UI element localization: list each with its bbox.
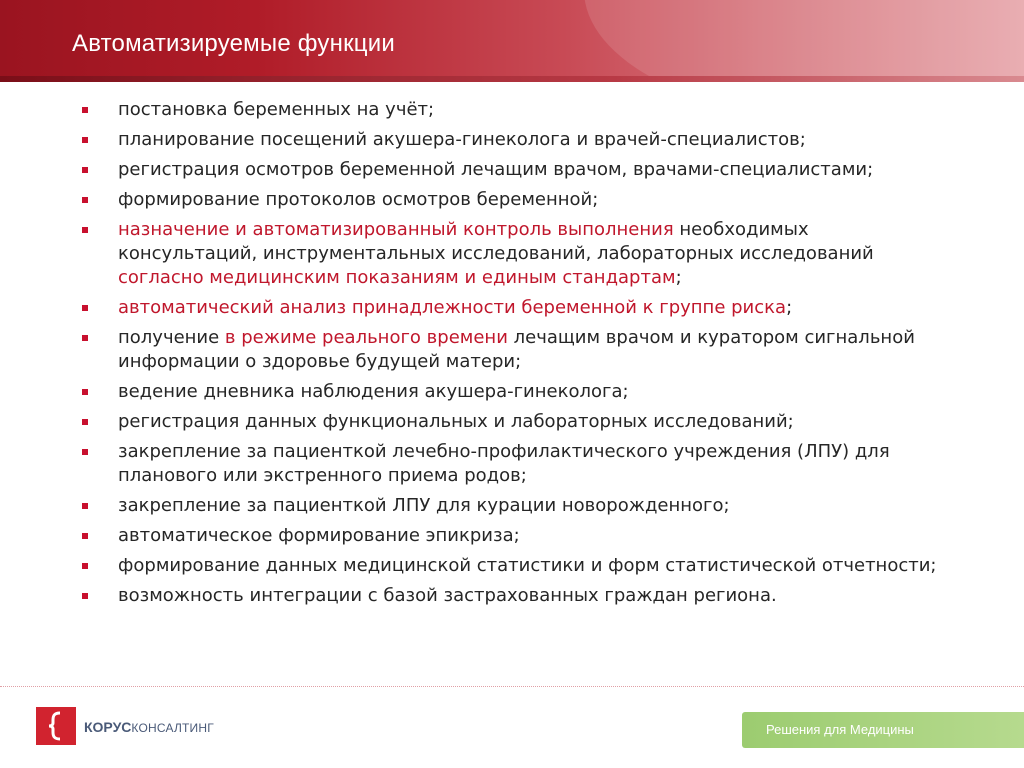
bullet-icon [82, 335, 88, 341]
list-item-text: возможность интеграции с базой застрахованных граждан региона. [118, 585, 777, 606]
highlighted-text: согласно медицинским показаниям и единым стандартам [118, 267, 676, 288]
bullet-icon [82, 137, 88, 143]
footer-divider [0, 686, 1024, 687]
list-item-text: регистрация данных функциональных и лабораторных исследований; [118, 411, 794, 432]
list-item-text: формирование протоколов осмотров беременной; [118, 189, 599, 210]
list-item [80, 98, 950, 122]
list-item [80, 584, 950, 608]
list-item-text: ; [786, 297, 793, 318]
highlighted-text: автоматический анализ принадлежности беременной к группе риска [118, 297, 787, 318]
list-item [80, 218, 950, 290]
list-item-text: закрепление за пациенткой лечебно-профилактического учреждения (ЛПУ) для планового или экстренного приема родов; [118, 441, 890, 486]
function-list [80, 98, 950, 614]
bullet-icon [82, 449, 88, 455]
bullet-icon [82, 389, 88, 395]
bullet-icon [82, 593, 88, 599]
list-item [80, 440, 950, 488]
slide-title: Автоматизируемые функции [72, 30, 395, 57]
bullet-icon [82, 503, 88, 509]
list-item-text: планирование посещений акушера-гинеколога и врачей-специалистов; [118, 129, 806, 150]
list-item-text: закрепление за пациенткой ЛПУ для курации новорожденного; [118, 495, 730, 516]
list-item [80, 410, 950, 434]
highlighted-text: назначение и автоматизированный контроль выполнения [118, 219, 674, 240]
logo-wordmark: КОРУСКОНСАЛТИНГ [84, 719, 214, 735]
list-item-text: регистрация осмотров беременной лечащим врачом, врачами-специалистами; [118, 159, 874, 180]
list-item [80, 188, 950, 212]
list-item [80, 296, 950, 320]
list-item [80, 326, 950, 374]
list-item-text: лечащим врачом и куратором сигнальной информации о здоровье будущей матери; [118, 327, 915, 372]
bullet-icon [82, 419, 88, 425]
list-item [80, 380, 950, 404]
solutions-tag-label: Решения для Медицины [766, 722, 914, 737]
list-item [80, 128, 950, 152]
list-item-text: необходимых консультаций, инструментальных исследований, лабораторных исследований [118, 219, 874, 264]
list-item [80, 524, 950, 548]
solutions-tag [742, 712, 1024, 748]
list-item-text: постановка беременных на учёт; [118, 99, 435, 120]
list-item [80, 554, 950, 578]
bullet-icon [82, 227, 88, 233]
bullet-icon [82, 167, 88, 173]
bullet-icon [82, 563, 88, 569]
highlighted-text: в режиме реального времени [224, 327, 508, 348]
list-item [80, 158, 950, 182]
bullet-icon [82, 107, 88, 113]
header-decoration [584, 0, 1024, 82]
slide-header [0, 0, 1024, 82]
company-logo [36, 707, 246, 745]
list-item-text: ; [675, 267, 682, 288]
list-item [80, 494, 950, 518]
bullet-icon [82, 305, 88, 311]
bullet-icon [82, 533, 88, 539]
brace-logo-icon [36, 707, 76, 745]
list-item-text: формирование данных медицинской статистики и форм статистической отчетности; [118, 555, 937, 576]
list-item-text: ведение дневника наблюдения акушера-гинеколога; [118, 381, 629, 402]
list-item-text: автоматическое формирование эпикриза; [118, 525, 520, 546]
bullet-icon [82, 197, 88, 203]
list-item-text: получение [118, 327, 225, 348]
